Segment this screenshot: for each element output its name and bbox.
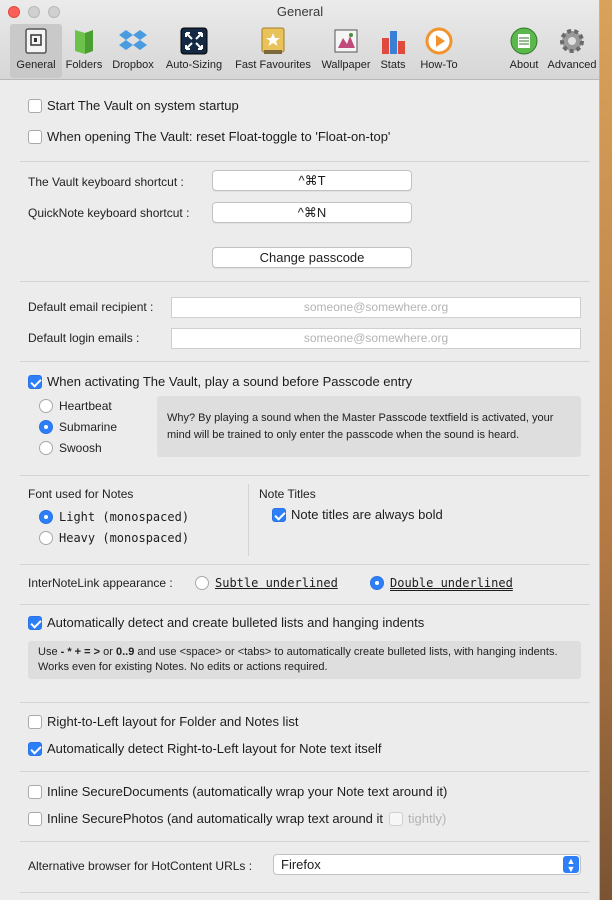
- sound-explanation: Why? By playing a sound when the Master Passcode textfield is activated, your mind will be trained to only enter the passcode when the sound is heard.: [157, 396, 581, 457]
- inline-documents-row[interactable]: Inline SecureDocuments (automatically wrap your Note text around it): [28, 784, 447, 799]
- font-label: Font used for Notes: [28, 487, 134, 501]
- titles-bold-row[interactable]: Note titles are always bold: [272, 507, 443, 522]
- titles-bold-checkbox[interactable]: [272, 508, 286, 522]
- quicknote-shortcut-label: QuickNote keyboard shortcut :: [28, 206, 190, 220]
- sound-option-swoosh[interactable]: Swoosh: [39, 441, 102, 455]
- divider: [20, 281, 590, 282]
- divider: [20, 161, 590, 162]
- divider: [20, 475, 590, 476]
- note-titles-label: Note Titles: [259, 487, 316, 501]
- toolbar-stats[interactable]: Stats: [376, 24, 410, 78]
- rtl-folder-row[interactable]: Right-to-Left layout for Folder and Notes list: [28, 714, 298, 729]
- font-heavy-option[interactable]: Heavy (monospaced): [39, 531, 189, 545]
- toolbar-advanced[interactable]: Advanced: [546, 24, 598, 78]
- dropbox-icon: [118, 26, 148, 56]
- rtl-folder-checkbox[interactable]: [28, 715, 42, 729]
- divider: [20, 771, 590, 772]
- toolbar-general[interactable]: General: [10, 24, 62, 78]
- internotelink-double-option[interactable]: Double underlined: [370, 576, 513, 590]
- divider: [20, 841, 590, 842]
- double-underlined-radio[interactable]: [370, 576, 384, 590]
- sound-option-submarine[interactable]: Submarine: [39, 420, 117, 434]
- rtl-note-row[interactable]: Automatically detect Right-to-Left layout for Note text itself: [28, 741, 382, 756]
- sound-option-heartbeat[interactable]: Heartbeat: [39, 399, 112, 413]
- how-to-icon: [424, 26, 454, 56]
- heartbeat-radio[interactable]: [39, 399, 53, 413]
- about-icon: [509, 26, 539, 56]
- vault-shortcut-label: The Vault keyboard shortcut :: [28, 175, 184, 189]
- vault-shortcut-field[interactable]: ^⌘T: [212, 170, 412, 191]
- divider: [20, 892, 590, 893]
- login-emails-label: Default login emails :: [28, 331, 140, 345]
- auto-bullets-row[interactable]: Automatically detect and create bulleted lists and hanging indents: [28, 615, 424, 630]
- start-on-startup-label: Start The Vault on system startup: [47, 98, 239, 113]
- wallpaper-icon: [331, 26, 361, 56]
- submarine-radio[interactable]: [39, 420, 53, 434]
- start-on-startup-checkbox[interactable]: [28, 99, 42, 113]
- internotelink-label: InterNoteLink appearance :: [28, 576, 173, 590]
- fast-favourites-icon: [258, 26, 288, 56]
- start-on-startup-row[interactable]: [28, 98, 239, 113]
- play-sound-label: When activating The Vault, play a sound before Passcode entry: [47, 374, 413, 389]
- reset-float-row[interactable]: [28, 129, 390, 144]
- auto-bullets-checkbox[interactable]: [28, 616, 42, 630]
- divider: [20, 604, 590, 605]
- email-recipient-input[interactable]: someone@somewhere.org: [171, 297, 581, 318]
- toolbar-how-to[interactable]: How-To: [416, 24, 462, 78]
- vertical-divider: [248, 484, 249, 556]
- toolbar-auto-sizing[interactable]: Auto-Sizing: [161, 24, 227, 78]
- change-passcode-button[interactable]: Change passcode: [212, 247, 412, 268]
- advanced-icon: [557, 26, 587, 56]
- stats-icon: [378, 26, 408, 56]
- toolbar-about[interactable]: About: [504, 24, 544, 78]
- bullets-help: Use - * + = > or 0..9 and use <space> or <tabs> to automatically create bulleted lists, with hanging indents. Works even for existing Notes. No edits or actions required.: [28, 641, 581, 679]
- general-icon: [21, 26, 51, 56]
- chevron-up-down-icon: ▲ ▼: [563, 856, 579, 873]
- subtle-underlined-radio[interactable]: [195, 576, 209, 590]
- auto-sizing-icon: [179, 26, 209, 56]
- toolbar-dropbox[interactable]: Dropbox: [107, 24, 159, 78]
- inline-documents-checkbox[interactable]: [28, 785, 42, 799]
- font-light-option[interactable]: Light (monospaced): [39, 510, 189, 524]
- quicknote-shortcut-field[interactable]: ^⌘N: [212, 202, 412, 223]
- play-sound-row[interactable]: [28, 374, 412, 389]
- folders-icon: [69, 26, 99, 56]
- font-heavy-radio[interactable]: [39, 531, 53, 545]
- divider: [20, 702, 590, 703]
- rtl-note-checkbox[interactable]: [28, 742, 42, 756]
- tightly-checkbox[interactable]: [389, 812, 403, 826]
- reset-float-checkbox[interactable]: [28, 130, 42, 144]
- alt-browser-label: Alternative browser for HotContent URLs :: [28, 859, 253, 873]
- alt-browser-select[interactable]: Firefox ▲ ▼: [273, 854, 581, 875]
- email-recipient-label: Default email recipient :: [28, 300, 154, 314]
- toolbar-wallpaper[interactable]: Wallpaper: [318, 24, 374, 78]
- font-light-radio[interactable]: [39, 510, 53, 524]
- general-pane: [0, 80, 600, 900]
- inline-photos-checkbox[interactable]: [28, 812, 42, 826]
- internotelink-subtle-option[interactable]: Subtle underlined: [195, 576, 338, 590]
- swoosh-radio[interactable]: [39, 441, 53, 455]
- inline-photos-row[interactable]: Inline SecurePhotos (and automatically wrap text around it tightly): [28, 811, 446, 826]
- window-title: General: [276, 4, 324, 19]
- login-emails-input[interactable]: someone@somewhere.org: [171, 328, 581, 349]
- divider: [20, 564, 590, 565]
- divider: [20, 361, 590, 362]
- toolbar-folders[interactable]: Folders: [62, 24, 106, 78]
- reset-float-label: When opening The Vault: reset Float-toggle to 'Float-on-top': [47, 129, 391, 144]
- toolbar-fast-favourites[interactable]: Fast Favourites: [229, 24, 317, 78]
- titlebar: [0, 0, 600, 80]
- play-sound-checkbox[interactable]: [28, 375, 42, 389]
